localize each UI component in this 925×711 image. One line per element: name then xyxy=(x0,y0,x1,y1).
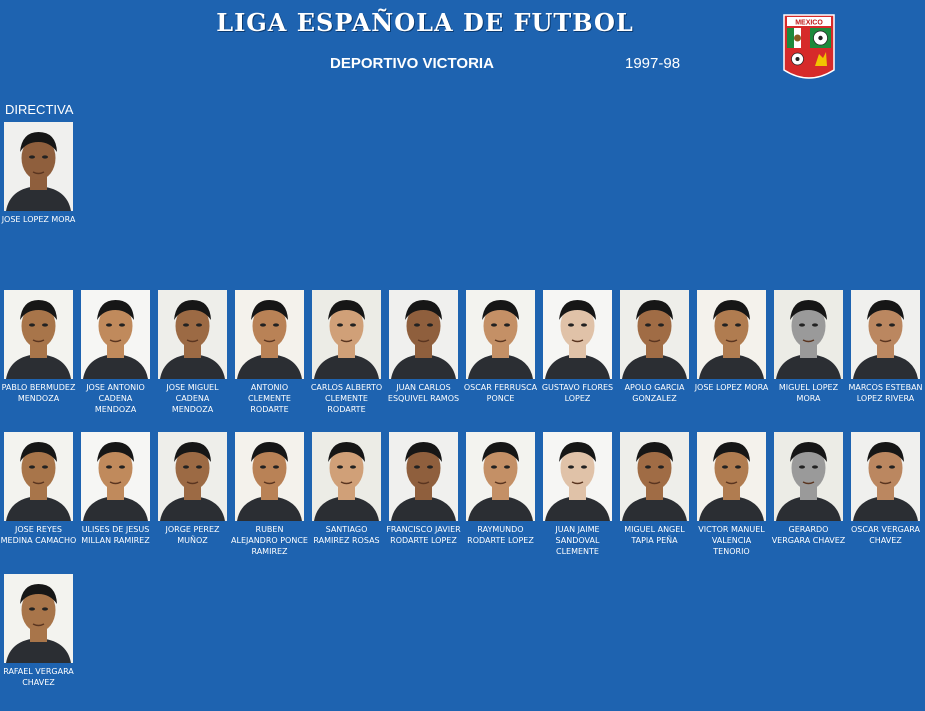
player-card xyxy=(385,432,462,546)
player-name: JOSE ANTONIO CADENA MENDOZA xyxy=(86,383,145,414)
player-photo xyxy=(312,290,381,379)
directiva-member-photo xyxy=(4,122,73,211)
player-card xyxy=(154,432,231,546)
player-card xyxy=(154,290,231,415)
player-photo xyxy=(389,432,458,521)
player-name: RAFAEL VERGARA CHAVEZ xyxy=(3,667,74,687)
player-card xyxy=(77,432,154,546)
player-name: MARCOS ESTEBAN LOPEZ RIVERA xyxy=(848,383,923,403)
player-card xyxy=(308,290,385,415)
player-photo xyxy=(4,574,73,663)
player-photo xyxy=(697,432,766,521)
player-photo xyxy=(774,432,843,521)
player-photo xyxy=(620,290,689,379)
player-photo xyxy=(620,432,689,521)
player-card xyxy=(462,290,539,404)
player-photo xyxy=(466,290,535,379)
player-card xyxy=(616,432,693,546)
player-card xyxy=(0,290,77,404)
player-photo xyxy=(81,290,150,379)
player-photo xyxy=(697,290,766,379)
player-card xyxy=(847,290,924,404)
mexico-crest-logo xyxy=(783,14,835,84)
player-photo xyxy=(81,432,150,521)
player-card xyxy=(308,432,385,546)
player-name: VICTOR MANUEL VALENCIA TENORIO xyxy=(698,525,765,556)
player-photo xyxy=(4,290,73,379)
player-card xyxy=(539,290,616,404)
player-name: RAYMUNDO RODARTE LOPEZ xyxy=(467,525,534,545)
player-photo xyxy=(466,432,535,521)
player-photo xyxy=(312,432,381,521)
player-photo xyxy=(851,432,920,521)
player-name: GUSTAVO FLORES LOPEZ xyxy=(541,383,614,403)
player-card xyxy=(462,432,539,546)
player-card xyxy=(847,432,924,546)
player-name: JUAN CARLOS ESQUIVEL RAMOS xyxy=(387,383,460,403)
player-photo xyxy=(389,290,458,379)
player-card xyxy=(77,290,154,415)
player-name: GERARDO VERGARA CHAVEZ xyxy=(771,525,846,545)
player-photo xyxy=(851,290,920,379)
player-photo xyxy=(543,290,612,379)
team-name: DEPORTIVO VICTORIA xyxy=(330,55,494,72)
player-name: APOLO GARCIA GONZALEZ xyxy=(624,383,685,403)
player-photo xyxy=(4,432,73,521)
player-name: JOSE REYES MEDINA CAMACHO xyxy=(0,525,77,545)
player-name: SANTIAGO RAMIREZ ROSAS xyxy=(313,525,380,545)
player-name: FRANCISCO JAVIER RODARTE LOPEZ xyxy=(386,525,461,545)
player-card xyxy=(0,574,77,688)
crest-text: MEXICO xyxy=(795,19,823,27)
player-card xyxy=(231,290,308,415)
player-photo xyxy=(158,290,227,379)
player-card xyxy=(693,290,770,393)
player-name: JORGE PEREZ MUÑOZ xyxy=(165,525,220,545)
player-name: CARLOS ALBERTO CLEMENTE RODARTE xyxy=(310,383,383,414)
player-photo xyxy=(158,432,227,521)
player-card xyxy=(616,290,693,404)
player-photo xyxy=(543,432,612,521)
player-card xyxy=(0,432,77,546)
player-photo xyxy=(235,290,304,379)
player-photo xyxy=(235,432,304,521)
player-name: JOSE MIGUEL CADENA MENDOZA xyxy=(166,383,219,414)
player-card xyxy=(770,290,847,404)
player-card xyxy=(231,432,308,557)
player-card xyxy=(385,290,462,404)
player-name: JOSE LOPEZ MORA xyxy=(694,383,769,392)
season-label: 1997-98 xyxy=(625,55,681,72)
player-name: MIGUEL ANGEL TAPIA PEÑA xyxy=(624,525,685,545)
player-card xyxy=(539,432,616,557)
player-photo xyxy=(774,290,843,379)
player-name: ULISES DE JESUS MILLAN RAMIREZ xyxy=(81,525,150,545)
directiva-heading: DIRECTIVA xyxy=(5,102,74,117)
player-name: MIGUEL LOPEZ MORA xyxy=(778,383,839,403)
player-card xyxy=(770,432,847,546)
player-name: RUBEN ALEJANDRO PONCE RAMIREZ xyxy=(231,525,308,556)
directiva-member-name: JOSE LOPEZ MORA xyxy=(1,215,76,224)
player-name: ANTONIO CLEMENTE RODARTE xyxy=(248,383,291,414)
player-name: PABLO BERMUDEZ MENDOZA xyxy=(1,383,76,403)
player-card xyxy=(693,432,770,557)
player-name: JUAN JAIME SANDOVAL CLEMENTE xyxy=(555,525,600,556)
page-title: LIGA ESPAÑOLA DE FUTBOL xyxy=(216,8,634,37)
player-name: OSCAR VERGARA CHAVEZ xyxy=(851,525,920,545)
directiva-member-card xyxy=(0,122,77,225)
player-name: OSCAR FERRUSCA PONCE xyxy=(463,383,538,403)
